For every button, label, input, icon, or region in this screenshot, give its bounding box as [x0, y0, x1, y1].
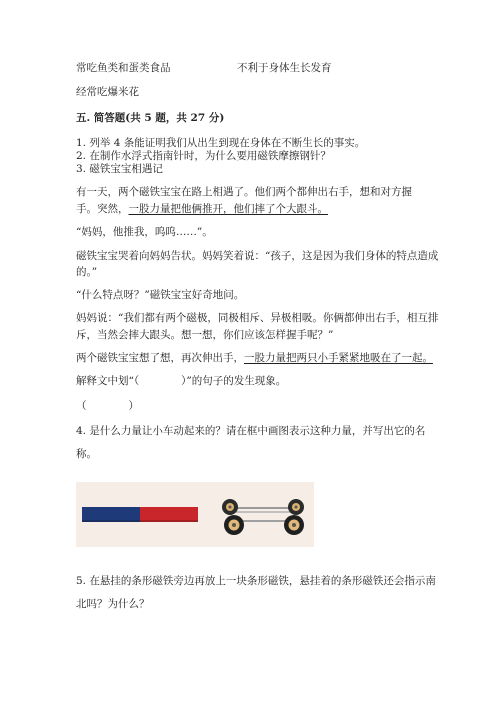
question-2: 2. 在制作水浮式指南针时，为什么要用磁铁摩擦钢针？ — [76, 150, 331, 162]
underlined-sentence-2: 一股力量把两只小手紧紧地吸在了一起。 — [244, 352, 433, 364]
story-paragraph-1b — [76, 202, 328, 216]
answer-blank: （ ） — [76, 400, 139, 412]
story-paragraph-3a: 磁铁宝宝哭着向妈妈告状。妈妈笑着说：“孩子，这是因为我们身体的特点造成 — [76, 250, 439, 262]
underlined-sentence-1: 一股力量把他俩推开，他们摔了个大跟斗。 — [128, 203, 328, 215]
question-4b: 称。 — [76, 448, 97, 460]
matching-row1-left: 常吃鱼类和蛋类食品 — [76, 62, 171, 74]
magnet-and-car-figure — [76, 482, 314, 547]
question-5b: 北吗？为什么？ — [76, 598, 150, 610]
story-paragraph-4: “什么特点呀？”磁铁宝宝好奇地问。 — [76, 289, 245, 301]
story-p6-prefix: 两个磁铁宝宝想了想，再次伸出手， — [76, 352, 244, 364]
story-paragraph-6 — [76, 351, 433, 365]
story-paragraph-5a: 妈妈说：“我们都有两个磁极，同极相斥、异极相吸。你俩都伸出右手，相互排 — [76, 312, 439, 324]
story-paragraph-5b: 斥，当然会摔大跟头。想一想，你们应该怎样握手呢？” — [76, 329, 334, 341]
question-4a: 4. 是什么力量让小车动起来的？请在框中画图表示这种力量，并写出它的名 — [76, 425, 426, 437]
section-heading: 五. 简答题(共 5 题，共 27 分) — [76, 112, 225, 124]
story-paragraph-7: 解释文中划“（ ）”的句子的发生现象。 — [76, 375, 287, 387]
question-1: 1. 列举 4 条能证明我们从出生到现在身体在不断生长的事实。 — [76, 137, 366, 149]
story-paragraph-2: “妈妈，他推我，呜呜……”。 — [76, 226, 213, 238]
question-5a: 5. 在悬挂的条形磁铁旁边再放上一块条形磁铁，悬挂着的条形磁铁还会指示南 — [76, 575, 436, 587]
question-3-title: 3. 磁铁宝宝相遇记 — [76, 163, 163, 175]
bar-magnet-shadow — [82, 520, 198, 522]
toy-car-icon — [216, 494, 312, 540]
matching-row2-left: 经常吃爆米花 — [76, 86, 139, 98]
story-paragraph-3b: 的。” — [76, 266, 98, 278]
matching-row1-right: 不利于身体生长发育 — [237, 62, 332, 74]
story-p1b-prefix: 手。突然， — [76, 203, 129, 215]
story-paragraph-1a: 有一天，两个磁铁宝宝在路上相遇了。他们两个都伸出右手，想和对方握 — [76, 186, 412, 198]
